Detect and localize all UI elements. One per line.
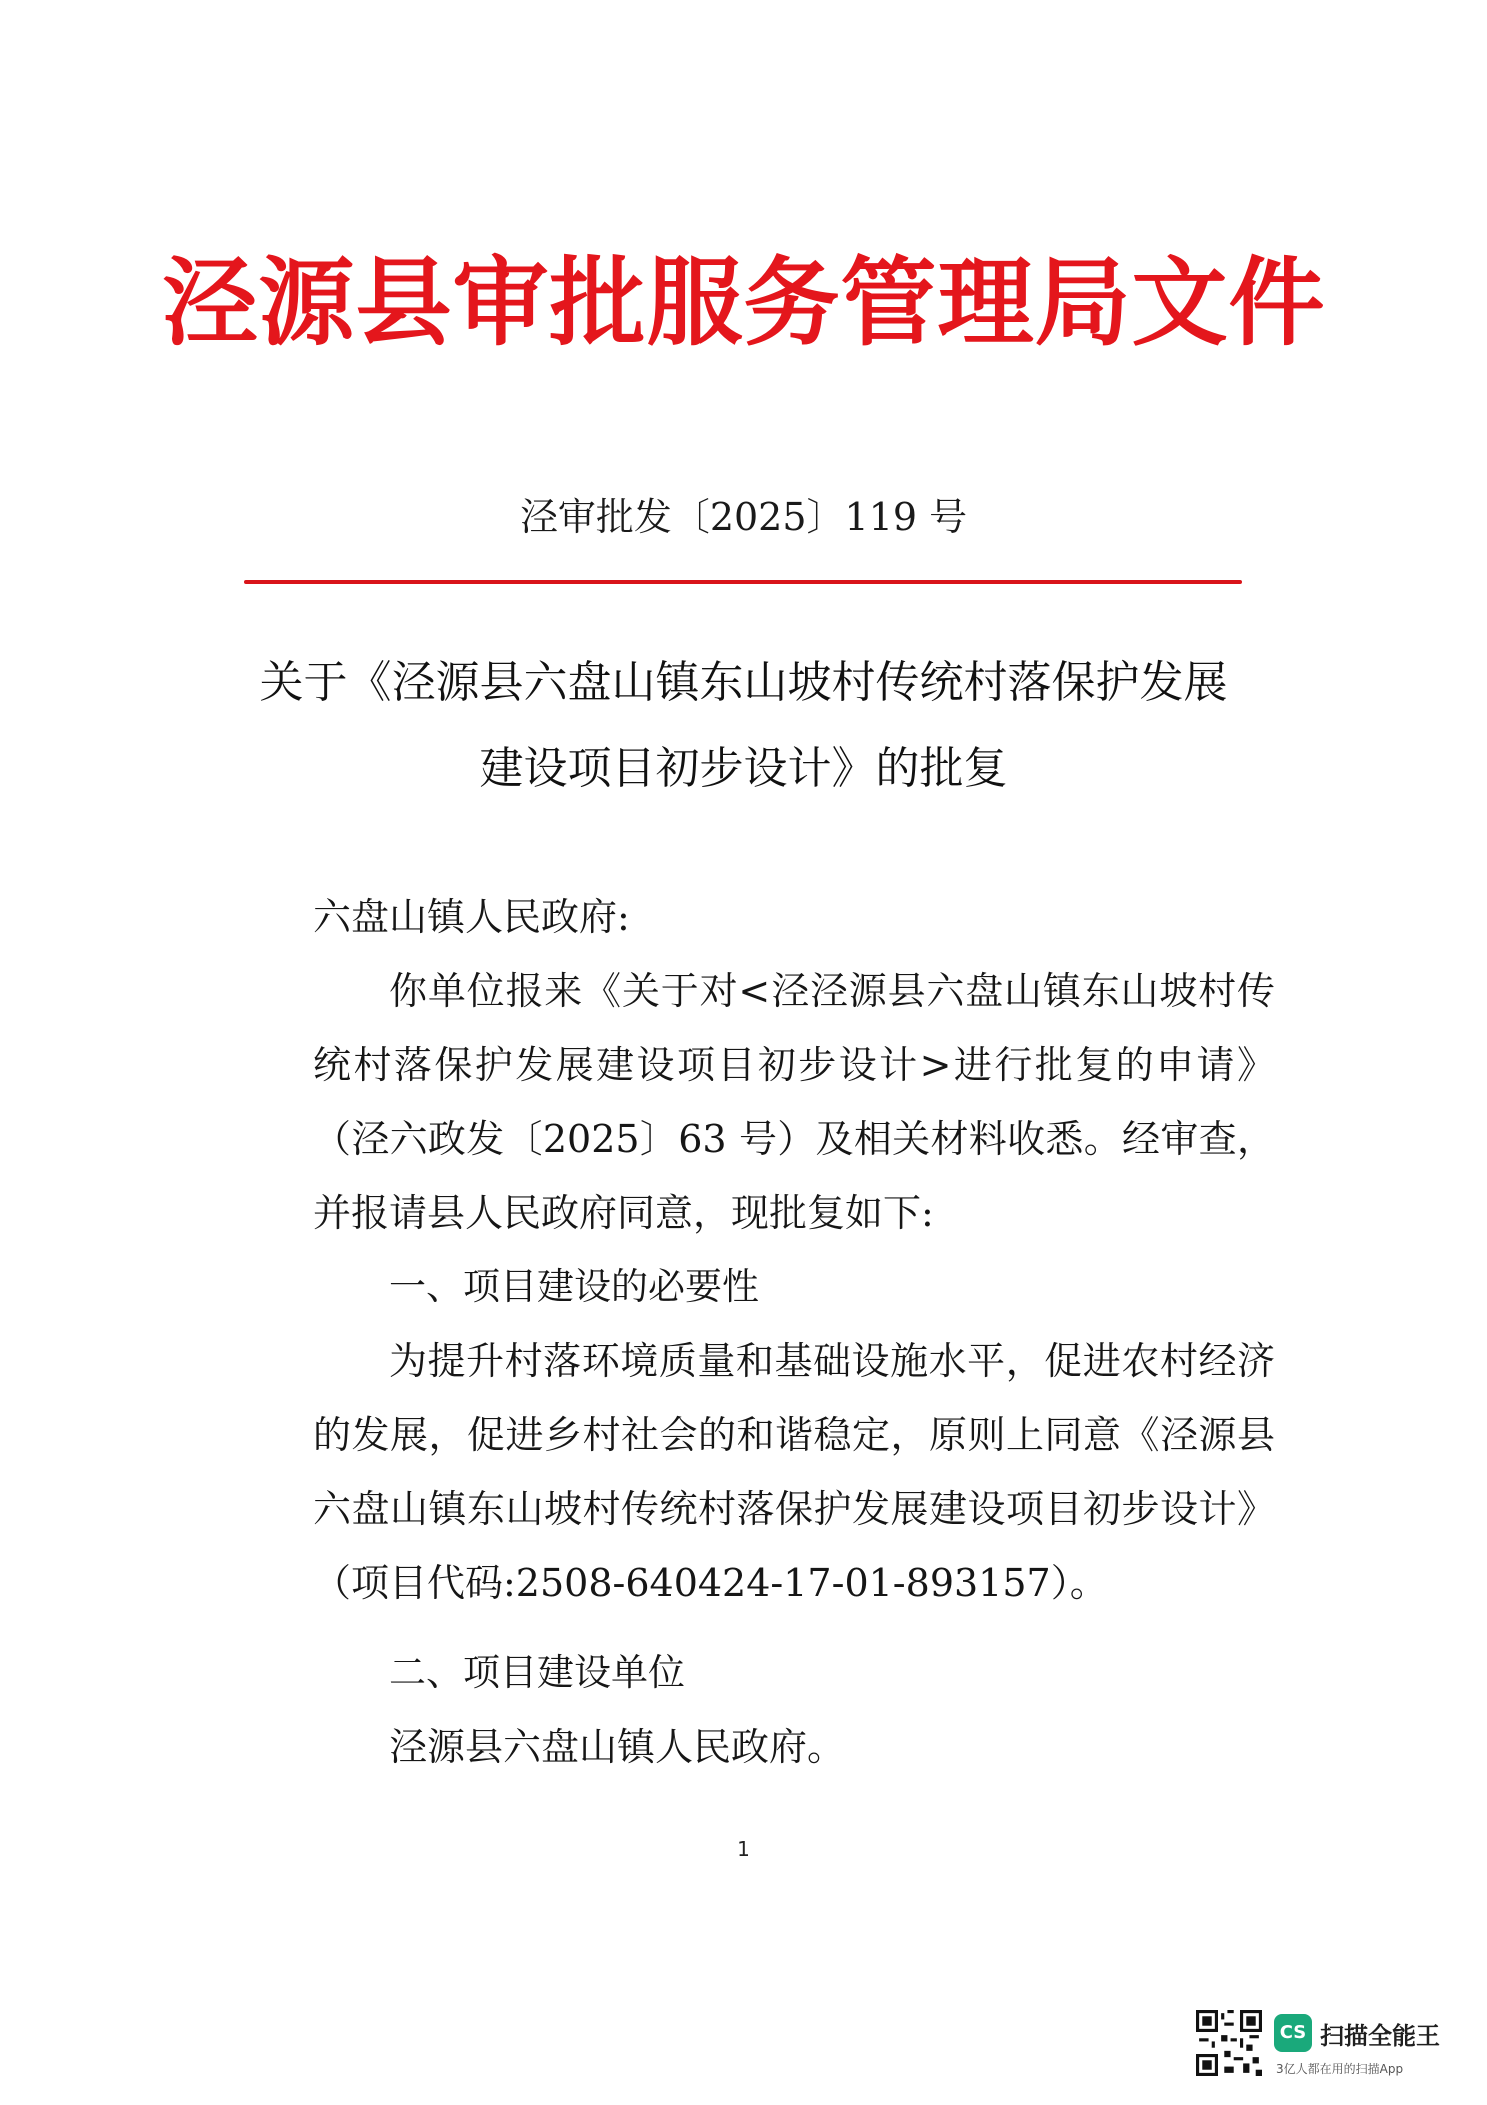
section-2-text: 泾源县六盘山镇人民政府。 bbox=[389, 1725, 846, 1769]
body-paragraph-intro: 你单位报来《关于对<泾泾源县六盘山镇东山坡村传统村落保护发展建设项目初步设计>进行批复的申请》（泾六政发〔2025〕63 号）及相关材料收悉。经审查，并报请县人民政府同意，现批复如下: bbox=[313, 969, 1275, 1235]
scanner-app-name: 扫描全能王 bbox=[1320, 2022, 1440, 2050]
section-heading-1: 一、项目建设的必要性 bbox=[389, 1265, 759, 1308]
red-separator-line bbox=[244, 580, 1242, 584]
section-1-text: 为提升村落环境质量和基础设施水平，促进农村经济的发展，促进乡村社会的和谐稳定，原则上同意《泾源县六盘山镇东山坡村传统村落保护发展建设项目初步设计》（项目代码:2508-640424-17-01-893157）。 bbox=[313, 1339, 1275, 1605]
section-heading-2: 二、项目建设单位 bbox=[389, 1651, 685, 1694]
issuing-authority-header: 泾源县审批服务管理局文件 bbox=[161, 246, 1326, 359]
scanner-app-tagline: 3亿人都在用的扫描App bbox=[1276, 2062, 1404, 2076]
scanner-app-watermark bbox=[1196, 2010, 1466, 2086]
document-title-line-2: 建设项目初步设计》的批复 bbox=[479, 743, 1008, 794]
document-number: 泾审批发〔2025〕119 号 bbox=[519, 495, 968, 539]
document-body bbox=[313, 880, 1275, 1784]
page-number: 1 bbox=[737, 1837, 750, 1861]
qr-code-icon bbox=[1196, 2010, 1262, 2076]
camscanner-logo-icon: CS bbox=[1274, 2014, 1312, 2052]
document-title-line-1: 关于《泾源县六盘山镇东山坡村传统村落保护发展 bbox=[259, 657, 1228, 708]
addressee: 六盘山镇人民政府: bbox=[313, 895, 630, 939]
document-title bbox=[180, 640, 1307, 812]
